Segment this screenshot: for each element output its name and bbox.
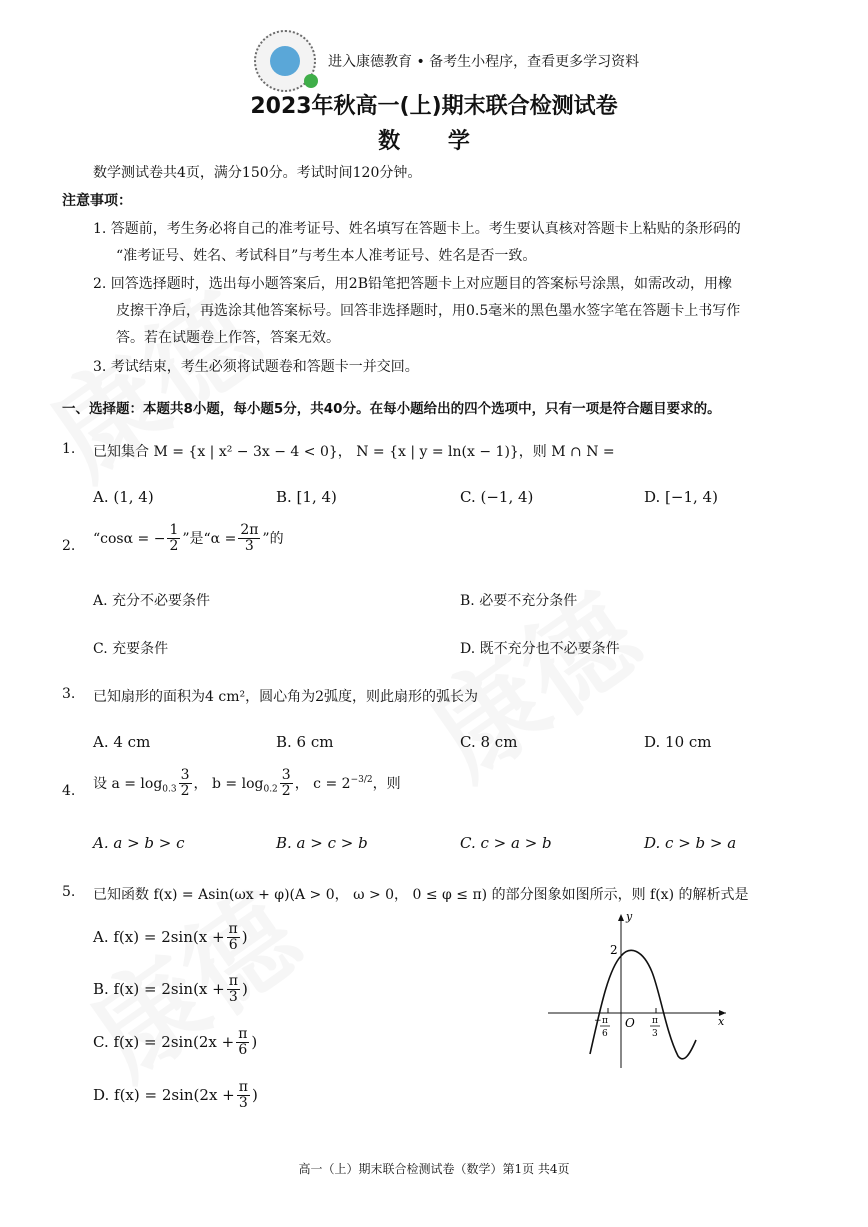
question-number: 1. [62,441,76,457]
option-c[interactable]: C. (−1, 4) [460,488,534,506]
option-c[interactable]: C. 充要条件 [93,641,169,657]
y-axis-arrow [618,914,624,921]
notice-line: 2. 回答选择题时，选出每小题答案后，用2B铅笔把答题卡上对应题目的答案标号涂黑，如需改动，用橡 [93,276,733,292]
x-tick-den: 3 [652,1029,658,1039]
option-a[interactable]: A. 充分不必要条件 [93,593,211,609]
subject-title: 数 学 [378,129,490,154]
question-number: 3. [62,686,76,702]
notice-line: 答。若在试题卷上作答，答案无效。 [116,330,340,346]
question-stem: 已知集合 M = {x | x² − 3x − 4 < 0}， N = {x | y = ln(x − 1)}，则 M ∩ N = [93,444,615,460]
option-d[interactable]: D. 既不充分也不必要条件 [460,641,620,657]
notice-line: 1. 答题前，考生务必将自己的准考证号、姓名填写在答题卡上。考生要认真核对答题卡上粘贴的条形码的 [93,221,741,237]
x-tick-num: π [602,1016,608,1026]
option-d[interactable]: D. [−1, 4) [644,488,718,506]
option-c[interactable]: C. 8 cm [460,733,518,751]
fraction: $\frac{3}{2}$ [180,767,190,800]
question-number: 5. [62,884,76,900]
option-c[interactable]: C. f(x) = 2sin(2x + $\frac{\pi}{6}$ ) [93,1026,258,1059]
option-d[interactable]: D. c > b > a [644,834,737,852]
option-b[interactable]: B. f(x) = 2sin(x + $\frac{\pi}{3}$ ) [93,973,248,1006]
y-max-label: 2 [610,943,618,957]
function-graph [548,910,738,1075]
section-heading: 一、选择题：本题共8小题，每小题5分，共40分。在每小题给出的四个选项中，只有一项是符合题目要求的。 [62,401,721,417]
fraction: $\frac{3}{2}$ [281,767,291,800]
exam-title: 2023年秋高一(上)期末联合检测试卷 [250,94,618,119]
notice-line: 3. 考试结束，考生必须将试题卷和答题卡一并交回。 [93,359,419,375]
notice-line: 皮擦干净后，再选涂其他答案标号。回答非选择题时，用0.5毫米的黑色墨水签字笔在答题卡上书写作 [116,303,741,319]
option-b[interactable]: B. a > c > b [276,834,368,852]
origin-label: O [625,1016,635,1030]
option-a[interactable]: A. 4 cm [93,733,151,751]
question-stem: 设 $a = \log_{0.3}$ $\frac{3}{2}$ ， $b = \log_{0.2}$ $\frac{3}{2}$ ， $c = 2^{-3/2}$，则 [93,767,401,800]
intro-text: 数学测试卷共4页，满分150分。考试时间120分钟。 [93,165,422,181]
fraction: $\frac{2\pi}{3}$ [240,522,259,555]
option-a[interactable]: A. a > b > c [93,834,185,852]
notice-heading: 注意事项： [62,193,132,209]
question-stem: “cosα = − $\frac{1}{2}$ ”是“α = $\frac{2\pi}{3}$ ”的 [93,522,284,555]
option-a[interactable]: A. f(x) = 2sin(x + $\frac{\pi}{6}$ ) [93,921,248,954]
x-tick-den: 6 [602,1029,608,1039]
option-a[interactable]: A. (1, 4) [93,488,154,506]
question-number: 2. [62,538,76,554]
x-tick-num: π [652,1016,658,1026]
mini-program-note: 进入康德教育 • 备考生小程序，查看更多学习资料 [328,54,640,70]
page-footer: 高一（上）期末联合检测试卷（数学）第1页 共4页 [298,1162,570,1176]
question-stem: 已知扇形的面积为4 cm²，圆心角为2弧度，则此扇形的弧长为 [93,689,478,705]
sine-curve [590,950,696,1058]
question-number: 4. [62,783,76,799]
option-b[interactable]: B. [1, 4) [276,488,337,506]
question-stem: 已知函数 f(x) = Asin(ωx + φ)(A > 0， ω > 0， 0 ≤ φ ≤ π) 的部分图象如图所示，则 f(x) 的解析式是 [93,887,749,903]
notice-line: “准考证号、姓名、考试科目”与考生本人准考证号、姓名是否一致。 [116,248,537,264]
option-b[interactable]: B. 6 cm [276,733,334,751]
option-d[interactable]: D. f(x) = 2sin(2x + $\frac{\pi}{3}$ ) [93,1079,258,1112]
fraction: $\frac{1}{2}$ [169,522,179,555]
option-c[interactable]: C. c > a > b [460,834,552,852]
option-d[interactable]: D. 10 cm [644,733,712,751]
x-axis-label: x [718,1015,725,1028]
qr-code-icon[interactable] [254,30,316,92]
option-b[interactable]: B. 必要不充分条件 [460,593,578,609]
x-tick-sign: − [594,1016,602,1026]
y-axis-label: y [626,910,633,923]
